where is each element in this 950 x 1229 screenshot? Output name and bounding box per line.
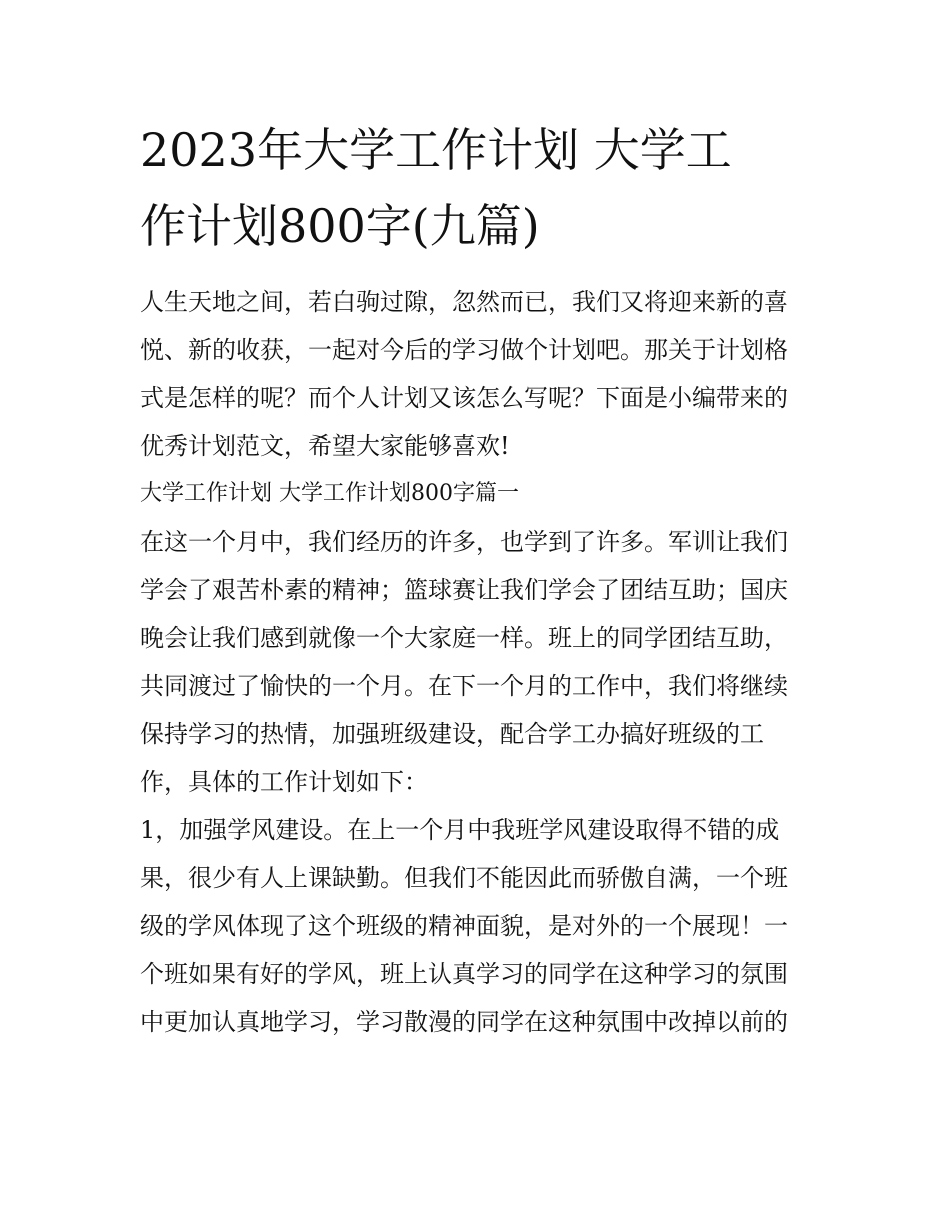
paragraph-line: 中更加认真地学习，学习散漫的同学在这种氛围中改掉以前的 [140,1008,788,1036]
paragraph-line: 果，很少有人上课缺勤。但我们不能因此而骄傲自满，一个班 [140,864,788,892]
title-line-1: 2023年大学工作计划 大学工 [140,123,732,177]
paragraph-line: 个班如果有好的学风，班上认真学习的同学在这种学习的氛围 [140,960,788,988]
document-title [140,112,820,264]
paragraph-line: 保持学习的热情，加强班级建设，配合学工办搞好班级的工 [140,720,764,748]
title-line-2: 作计划800字(九篇) [140,199,540,253]
paragraph-line: 作，具体的工作计划如下： [140,768,428,796]
paragraph-line: 人生天地之间，若白驹过隙，忽然而已，我们又将迎来新的喜 [140,288,788,316]
section-heading: 大学工作计划 大学工作计划800字篇一 [140,481,519,506]
paragraph-line: 悦、新的收获，一起对今后的学习做个计划吧。那关于计划格 [140,336,788,364]
paragraph-line: 共同渡过了愉快的一个月。在下一个月的工作中，我们将继续 [140,672,788,700]
paragraph-line: 优秀计划范文，希望大家能够喜欢! [140,432,510,460]
paragraph-line: 学会了艰苦朴素的精神；篮球赛让我们学会了团结互助；国庆 [140,576,788,604]
paragraph-line: 级的学风体现了这个班级的精神面貌，是对外的一个展现！一 [140,912,788,940]
paragraph-line: 式是怎样的呢？而个人计划又该怎么写呢？下面是小编带来的 [140,384,788,412]
document-body [140,278,812,1046]
paragraph-line: 在这一个月中，我们经历的许多，也学到了许多。军训让我们 [140,528,788,556]
paragraph-line: 1，加强学风建设。在上一个月中我班学风建设取得不错的成 [140,816,780,844]
paragraph-line: 晚会让我们感到就像一个大家庭一样。班上的同学团结互助， [140,624,788,652]
